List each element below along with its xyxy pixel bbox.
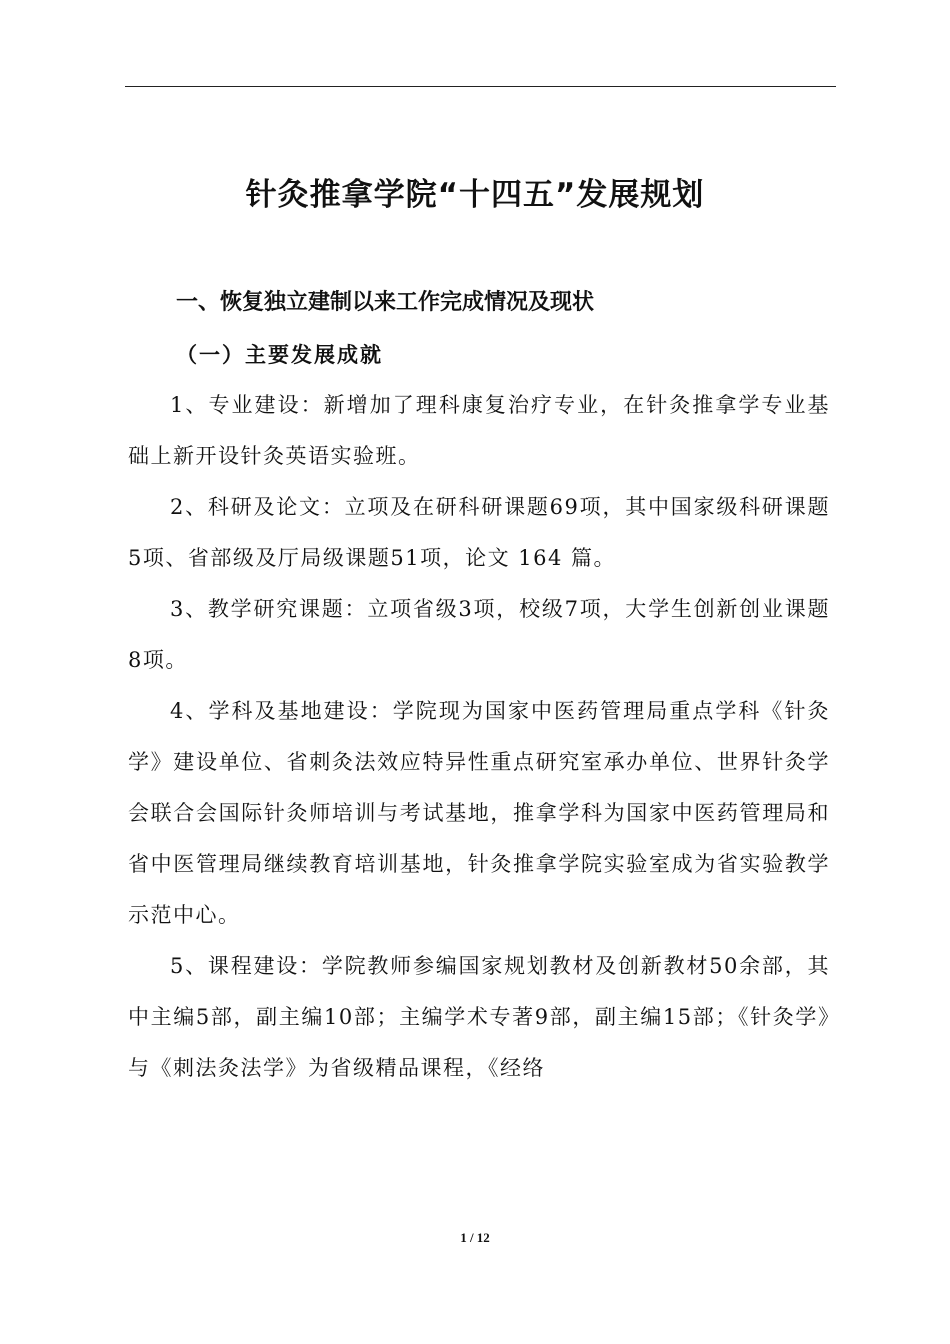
paragraph-professional-construction: 1、专业建设：新增加了理科康复治疗专业，在针灸推拿学专业基础上新开设针灸英语实验班。 [128,393,830,468]
section-heading: 一、恢复独立建制以来工作完成情况及现状 [176,290,595,315]
paragraph-discipline-base: 4、学科及基地建设：学院现为国家中医药管理局重点学科《针灸学》建设单位、省刺灸法效应特异性重点研究室承办单位、世界针灸学会联合会国际针灸师培训与考试基地，推拿学科为国家中医药管理局和省中医管理局继续教育培训基地，针灸推拿学院实验室成为省实验教学示范中心。 [128,699,830,927]
paragraph-research-papers: 2、科研及论文：立项及在研科研课题69项，其中国家级科研课题5项、省部级及厅局级课题51项，论文 164 篇。 [128,495,830,570]
document-title: 针灸推拿学院“十四五”发展规划 [245,177,705,213]
header-rule [125,86,836,87]
paragraph-course-construction: 5、课程建设：学院教师参编国家规划教材及创新教材50余部，其中主编5部，副主编10部；主编学术专著9部，副主编15部；《针灸学》与《刺法灸法学》为省级精品课程，《经络 [128,954,830,1080]
subsection-heading: （一）主要发展成就 [176,342,383,367]
document-body [128,380,830,1094]
paragraph-teaching-research: 3、教学研究课题：立项省级3项，校级7项，大学生创新创业课题8项。 [128,597,830,672]
page-number: 1 / 12 [460,1230,490,1245]
